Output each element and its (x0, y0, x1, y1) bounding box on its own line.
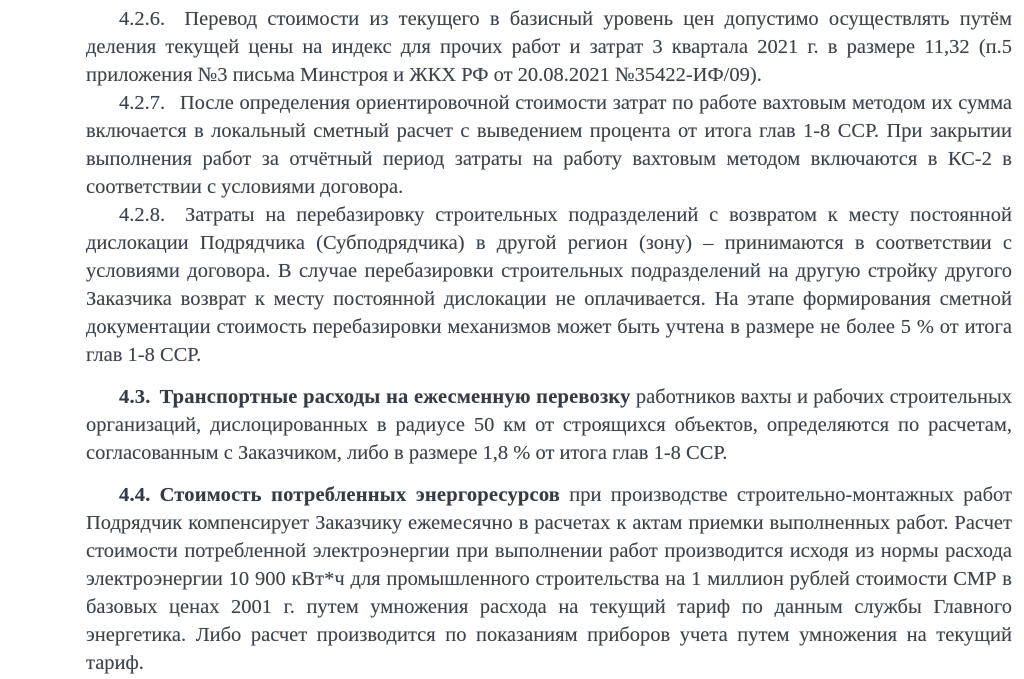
clause-number: 4.3. (119, 386, 151, 408)
clause-text: работников вахты и рабочих строительных организаций, дислоцированных в радиусе 50 км от строящихся объектов, определяются по расчетам, согласованным с Заказчиком, либо в размере 1,8 % от итога глав 1-8 ССР. (86, 386, 1012, 464)
clause-4-3 (86, 383, 1012, 467)
clause-text: при производстве строительно-монтажных работ Подрядчик компенсирует Заказчику ежемесячно в расчетах к актам приемки выполненных работ. Расчет стоимости потребленной электроэнергии при выполнении работ производится исходя из нормы расхода электроэнергии 10 900 кВт*ч для промышленного строительства на 1 миллион рублей стоимости СМР в базовых ценах 2001 г. путем умножения расхода на текущий тариф по данным службы Главного энергетика. Либо расчет производится по показаниям приборов учета путем умножения на текущий тариф. (86, 484, 1012, 674)
clause-4-2-6 (86, 5, 1012, 89)
clause-number: 4.4. (119, 484, 151, 506)
clause-4-2-8 (86, 201, 1012, 369)
clause-text: Затраты на перебазировку строительных подразделений с возвратом к месту постоянной дислокации Подрядчика (Субподрядчика) в другой регион (зону) – принимаются в соответствии с условиями договора. В случае перебазировки строительных подразделений на другую стройку другого Заказчика возврат к месту постоянной дислокации не оплачивается. На этапе формирования сметной документации стоимость перебазировки механизмов может быть учтена в размере не более 5 % от итога глав 1-8 ССР. (86, 204, 1012, 366)
clause-lead-bold: Стоимость потребленных энергоресурсов (159, 484, 561, 506)
clause-text: Перевод стоимости из текущего в базисный уровень цен допустимо осуществлять путём деления текущей цены на индекс для прочих работ и затрат 3 квартала 2021 г. в размере 11,32 (п.5 приложения №3 письма Минстроя и ЖКХ РФ от 20.08.2021 №35422-ИФ/09). (86, 8, 1012, 86)
clause-lead-bold: Транспортные расходы на ежесменную перевозку (159, 386, 631, 408)
clause-number: 4.2.6. (119, 8, 166, 30)
clause-number: 4.2.8. (119, 204, 166, 226)
clause-number: 4.2.7. (119, 92, 166, 114)
clause-text: После определения ориентировочной стоимости затрат по работе вахтовым методом их сумма включается в локальный сметный расчет с выведением процента от итога глав 1-8 ССР. При закрытии выполнения работ за отчётный период затраты на работу вахтовым методом включаются в КС-2 в соответствии с условиями договора. (86, 92, 1012, 198)
clause-4-4 (86, 481, 1012, 677)
clause-4-2-7 (86, 89, 1012, 201)
